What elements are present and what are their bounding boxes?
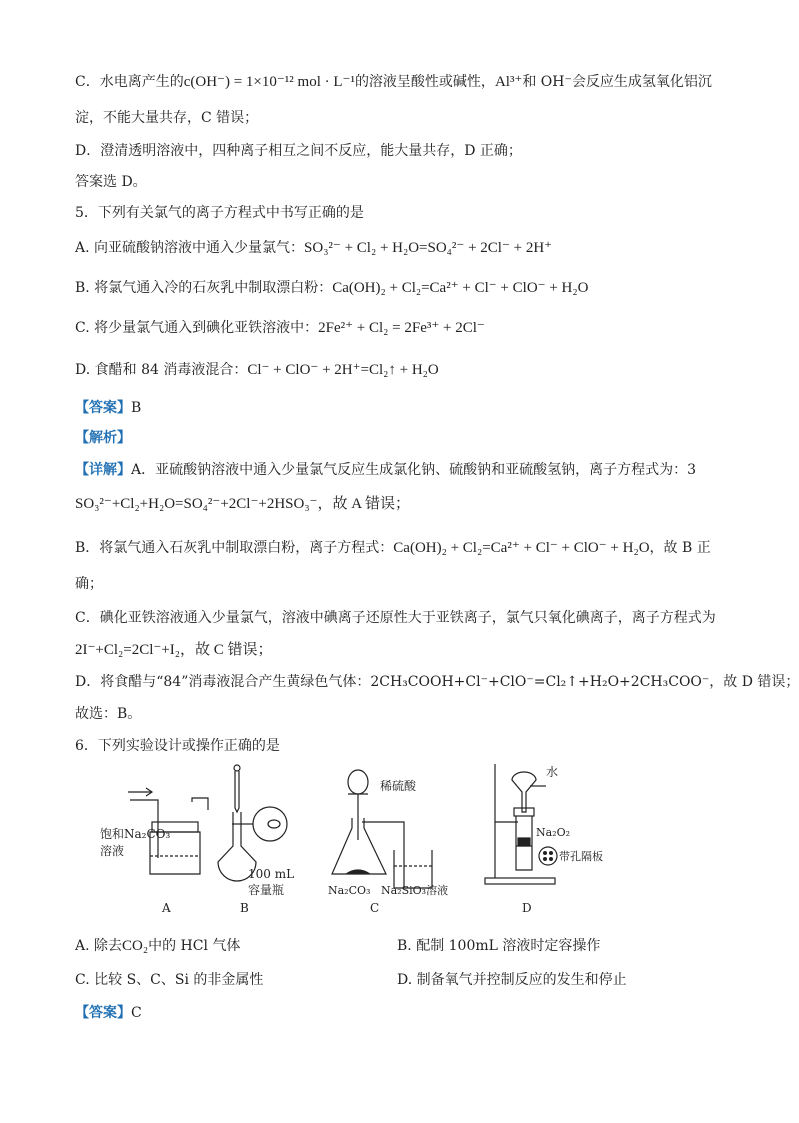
q6-option-d: D. 制备氧气并控制反应的发生和停止 bbox=[397, 972, 627, 988]
prev-c-line-1 bbox=[75, 72, 754, 92]
delivery-tube bbox=[362, 822, 404, 888]
q5-option-d bbox=[75, 360, 754, 380]
q5-answer bbox=[75, 398, 754, 418]
flask-label: 100 mL bbox=[248, 867, 295, 881]
formula: Ca(OH)₂ + Cl₂=Ca²⁺ + Cl⁻ + ClO⁻ + H₂O bbox=[332, 280, 589, 296]
text: B．将氯气通入石灰乳中制取漂白粉，离子方程式： bbox=[75, 540, 394, 556]
text: A．亚硫酸钠溶液中通入少量氯气反应生成氯化钠、硫酸钠和亚硫酸氢钠，离子方程式为：3 bbox=[131, 462, 697, 478]
option-label: D. 食醋和 84 消毒液混合： bbox=[75, 362, 248, 378]
q5-analysis-tag bbox=[75, 428, 754, 448]
q5-detail-c2 bbox=[75, 640, 754, 660]
option-label: C. 将少量氯气通入到碘化亚铁溶液中： bbox=[75, 320, 319, 336]
hole-icon bbox=[550, 858, 553, 861]
text: 的溶液呈酸性或碱性， bbox=[354, 74, 495, 90]
flask-label: 容量瓶 bbox=[248, 883, 285, 897]
water-label: 水 bbox=[546, 765, 559, 779]
q5-detail-a1 bbox=[75, 460, 754, 480]
formula: Ca(OH)₂ + Cl₂=Ca²⁺ + Cl⁻ + ClO⁻ + H₂O bbox=[393, 540, 650, 556]
option-label: A. 除去 bbox=[75, 938, 123, 954]
text: ，故 B 正 bbox=[649, 540, 711, 556]
q5-detail-a2 bbox=[75, 494, 754, 514]
answer-value: C bbox=[131, 1005, 142, 1021]
q6-stem: 6．下列实验设计或操作正确的是 bbox=[75, 738, 280, 754]
answer-tag: 【答案】 bbox=[75, 400, 131, 416]
text: C．水电离产生的 bbox=[75, 74, 184, 90]
q5-detail-c1: C．碘化亚铁溶液通入少量氯气，溶液中碘离子还原性大于亚铁离子，氯气只氧化碘离子，离子方程式为 bbox=[75, 610, 716, 626]
reagent-label: 溶液 bbox=[100, 844, 125, 858]
conical-flask bbox=[332, 818, 386, 874]
q5-choose: 故选：B。 bbox=[75, 706, 142, 722]
magnified-view bbox=[253, 807, 287, 841]
figure-label-c: C bbox=[370, 901, 380, 915]
q5-option-c bbox=[75, 318, 754, 338]
formula: 2I⁻+Cl₂=2Cl⁻+I₂，故 C 错误； bbox=[75, 642, 273, 658]
detail-tag: 【详解】 bbox=[75, 462, 131, 478]
formula: CO₂ bbox=[122, 938, 149, 954]
dropper bbox=[235, 771, 239, 812]
funnel-top bbox=[512, 772, 536, 812]
formula: SO₃²⁻+Cl₂+H₂O=SO₄²⁻+2Cl⁻+2HSO₃⁻，故 A 错误； bbox=[75, 496, 410, 512]
q6-option-b: B. 配制 100mL 溶液时定容操作 bbox=[397, 938, 601, 954]
q6-answer bbox=[75, 1003, 754, 1023]
figure-label-a: A bbox=[162, 901, 171, 915]
reagent-label: 饱和Na₂CO₃ bbox=[100, 827, 171, 841]
reagent-label: Na₂CO₃ bbox=[328, 884, 371, 897]
solid-label: Na₂O₂ bbox=[536, 826, 571, 839]
separatory-funnel bbox=[348, 770, 368, 794]
formula: 2Fe²⁺ + Cl₂ = 2Fe³⁺ + 2Cl⁻ bbox=[318, 320, 485, 336]
iron-stand-base bbox=[485, 878, 555, 884]
formula: c(OH⁻) = 1×10⁻¹² mol · L⁻¹ bbox=[183, 74, 355, 90]
q5-stem: 5．下列有关氯气的离子方程式中书写正确的是 bbox=[75, 205, 364, 221]
q5-option-a bbox=[75, 238, 754, 258]
hole-icon bbox=[544, 858, 547, 861]
figure-label-d: D bbox=[522, 901, 532, 915]
solid-reagent bbox=[346, 870, 370, 874]
q5-detail-b1 bbox=[75, 538, 754, 558]
dropper-bulb bbox=[234, 765, 240, 771]
answer-value: B bbox=[131, 400, 142, 416]
plate-label: 带孔隔板 bbox=[559, 850, 603, 863]
hole-icon bbox=[550, 852, 553, 855]
q6-option-c: C. 比较 S、C、Si 的非金属性 bbox=[75, 972, 264, 988]
answer-tag: 【答案】 bbox=[75, 1005, 131, 1021]
beaker bbox=[394, 850, 432, 888]
hole-icon bbox=[544, 852, 547, 855]
outlet-tube bbox=[192, 798, 208, 810]
solid-reagent bbox=[518, 838, 530, 846]
apparatus-c bbox=[328, 770, 448, 915]
prev-d-line: D．澄清透明溶液中，四种离子相互之间不反应，能大量共存，D 正确； bbox=[75, 143, 522, 159]
option-label: A. 向亚硫酸钠溶液中通入少量氯气： bbox=[75, 240, 305, 256]
option-label: B. 将氯气通入冷的石灰乳中制取漂白粉： bbox=[75, 280, 333, 296]
q6-apparatus-figure bbox=[100, 762, 603, 918]
analysis-tag: 【解析】 bbox=[75, 430, 131, 446]
text: 中的 HCl 气体 bbox=[148, 938, 241, 954]
eye-icon bbox=[268, 820, 280, 828]
apparatus-a bbox=[100, 788, 208, 915]
q5-detail-d: D．将食醋与“84”消毒液混合产生黄绿色气体：2CH₃COOH+Cl⁻+ClO⁻=Cl₂↑+H₂O+2CH₃COO⁻，故 D 错误； bbox=[75, 674, 799, 690]
formula: Al³⁺ bbox=[494, 74, 523, 90]
acid-label: 稀硫酸 bbox=[380, 779, 417, 793]
figure-label-b: B bbox=[240, 901, 249, 915]
apparatus-d bbox=[485, 764, 603, 915]
q6-option-a bbox=[75, 936, 240, 956]
q5-option-b bbox=[75, 278, 754, 298]
formula: Cl⁻ + ClO⁻ + 2H⁺=Cl₂↑ + H₂O bbox=[247, 362, 439, 378]
q5-detail-b2: 确； bbox=[75, 576, 103, 592]
apparatus-b bbox=[218, 765, 294, 915]
reagent-label: Na₂SiO₃溶液 bbox=[381, 884, 449, 897]
prev-c-line-2: 淀，不能大量共存，C 错误； bbox=[75, 110, 259, 126]
text: 和 OH⁻会反应生成氢氧化铝沉 bbox=[522, 74, 712, 90]
formula: SO₃²⁻ + Cl₂ + H₂O=SO₄²⁻ + 2Cl⁻ + 2H⁺ bbox=[304, 240, 553, 256]
prev-answer-line: 答案选 D。 bbox=[75, 174, 147, 190]
plate-detail bbox=[539, 847, 557, 865]
